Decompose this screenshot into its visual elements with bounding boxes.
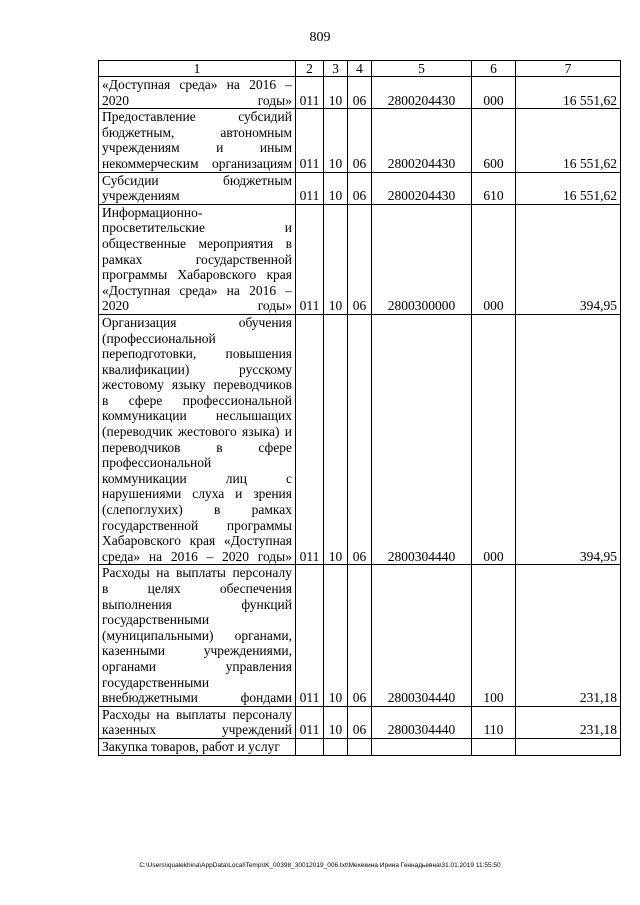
column-header: 7 (516, 61, 621, 77)
table-row (99, 172, 621, 204)
target-article-code: 2800204430 (372, 172, 472, 204)
expense-type-code: 100 (472, 565, 516, 706)
target-article-code: 2800304440 (372, 706, 472, 738)
row-name: Расходы на выплаты персоналу в целях обеспечения выполнения функций государственными (муниципальными) органами, казенными учреждениями, органами управления государственными внебюджетными фондами (99, 565, 296, 706)
column-header: 5 (372, 61, 472, 77)
expense-type-code: 110 (472, 706, 516, 738)
subsection-code: 06 (348, 172, 372, 204)
expense-type-code: 610 (472, 172, 516, 204)
table-row (99, 77, 621, 109)
column-header: 2 (296, 61, 324, 77)
amount (516, 738, 621, 755)
target-article-code: 2800304440 (372, 314, 472, 565)
target-article-code (372, 738, 472, 755)
section-code: 10 (324, 109, 348, 172)
file-path-footer: C:\Users\iqualekhina\AppData\Local\Temp\IK_00398_30012019_006.txt\Мехекина Ирина Геннадьевна\31.01.2019 11:55:50 (139, 862, 501, 869)
section-code (324, 738, 348, 755)
table-header-row (99, 61, 621, 77)
section-code: 10 (324, 204, 348, 314)
amount: 231,18 (516, 706, 621, 738)
row-name: Закупка товаров, работ и услуг (99, 738, 296, 755)
subsection-code: 06 (348, 706, 372, 738)
column-header: 4 (348, 61, 372, 77)
target-article-code: 2800204430 (372, 77, 472, 109)
expense-type-code (472, 738, 516, 755)
row-name: Информационно-просветительские и общественные мероприятия в рамках государственной программы Хабаровского края «Доступная среда» на 2016 – 2020 годы» (99, 204, 296, 314)
target-article-code: 2800304440 (372, 565, 472, 706)
ministry-code: 011 (296, 565, 324, 706)
target-article-code: 2800204430 (372, 109, 472, 172)
ministry-code: 011 (296, 109, 324, 172)
expense-type-code: 000 (472, 204, 516, 314)
subsection-code: 06 (348, 314, 372, 565)
table-row (99, 565, 621, 706)
subsection-code: 06 (348, 109, 372, 172)
budget-table (98, 60, 621, 756)
table-row (99, 738, 621, 755)
page-number: 809 (309, 30, 331, 45)
ministry-code: 011 (296, 172, 324, 204)
column-header: 3 (324, 61, 348, 77)
amount: 394,95 (516, 314, 621, 565)
row-name: Организация обучения (профессиональной переподготовки, повышения квалификации) русскому жестовому языку переводчиков в сфере профессиональной коммуникации неслышащих (переводчик жестового языка) и переводчиков в сфере профессиональной коммуникации лиц с нарушениями слуха и зрения (слепоглухих) в рамках государственной программы Хабаровского края «Доступная среда» на 2016 – 2020 годы» (99, 314, 296, 565)
row-name: «Доступная среда» на 2016 – 2020 годы» (99, 77, 296, 109)
table-row (99, 109, 621, 172)
section-code: 10 (324, 706, 348, 738)
subsection-code: 06 (348, 77, 372, 109)
subsection-code: 06 (348, 565, 372, 706)
ministry-code (296, 738, 324, 755)
amount: 16 551,62 (516, 77, 621, 109)
row-name: Предоставление субсидий бюджетным, автономным учреждениям и иным некоммерческим организациям (99, 109, 296, 172)
section-code: 10 (324, 565, 348, 706)
ministry-code: 011 (296, 204, 324, 314)
expense-type-code: 600 (472, 109, 516, 172)
ministry-code: 011 (296, 706, 324, 738)
row-name: Расходы на выплаты персоналу казенных учреждений (99, 706, 296, 738)
section-code: 10 (324, 172, 348, 204)
target-article-code: 2800300000 (372, 204, 472, 314)
table-row (99, 314, 621, 565)
amount: 394,95 (516, 204, 621, 314)
subsection-code: 06 (348, 204, 372, 314)
ministry-code: 011 (296, 77, 324, 109)
expense-type-code: 000 (472, 314, 516, 565)
amount: 16 551,62 (516, 172, 621, 204)
subsection-code (348, 738, 372, 755)
column-header: 6 (472, 61, 516, 77)
expense-type-code: 000 (472, 77, 516, 109)
section-code: 10 (324, 77, 348, 109)
ministry-code: 011 (296, 314, 324, 565)
row-name: Субсидии бюджетным учреждениям (99, 172, 296, 204)
section-code: 10 (324, 314, 348, 565)
column-header: 1 (99, 61, 296, 77)
amount: 231,18 (516, 565, 621, 706)
amount: 16 551,62 (516, 109, 621, 172)
table-row (99, 204, 621, 314)
table-row (99, 706, 621, 738)
